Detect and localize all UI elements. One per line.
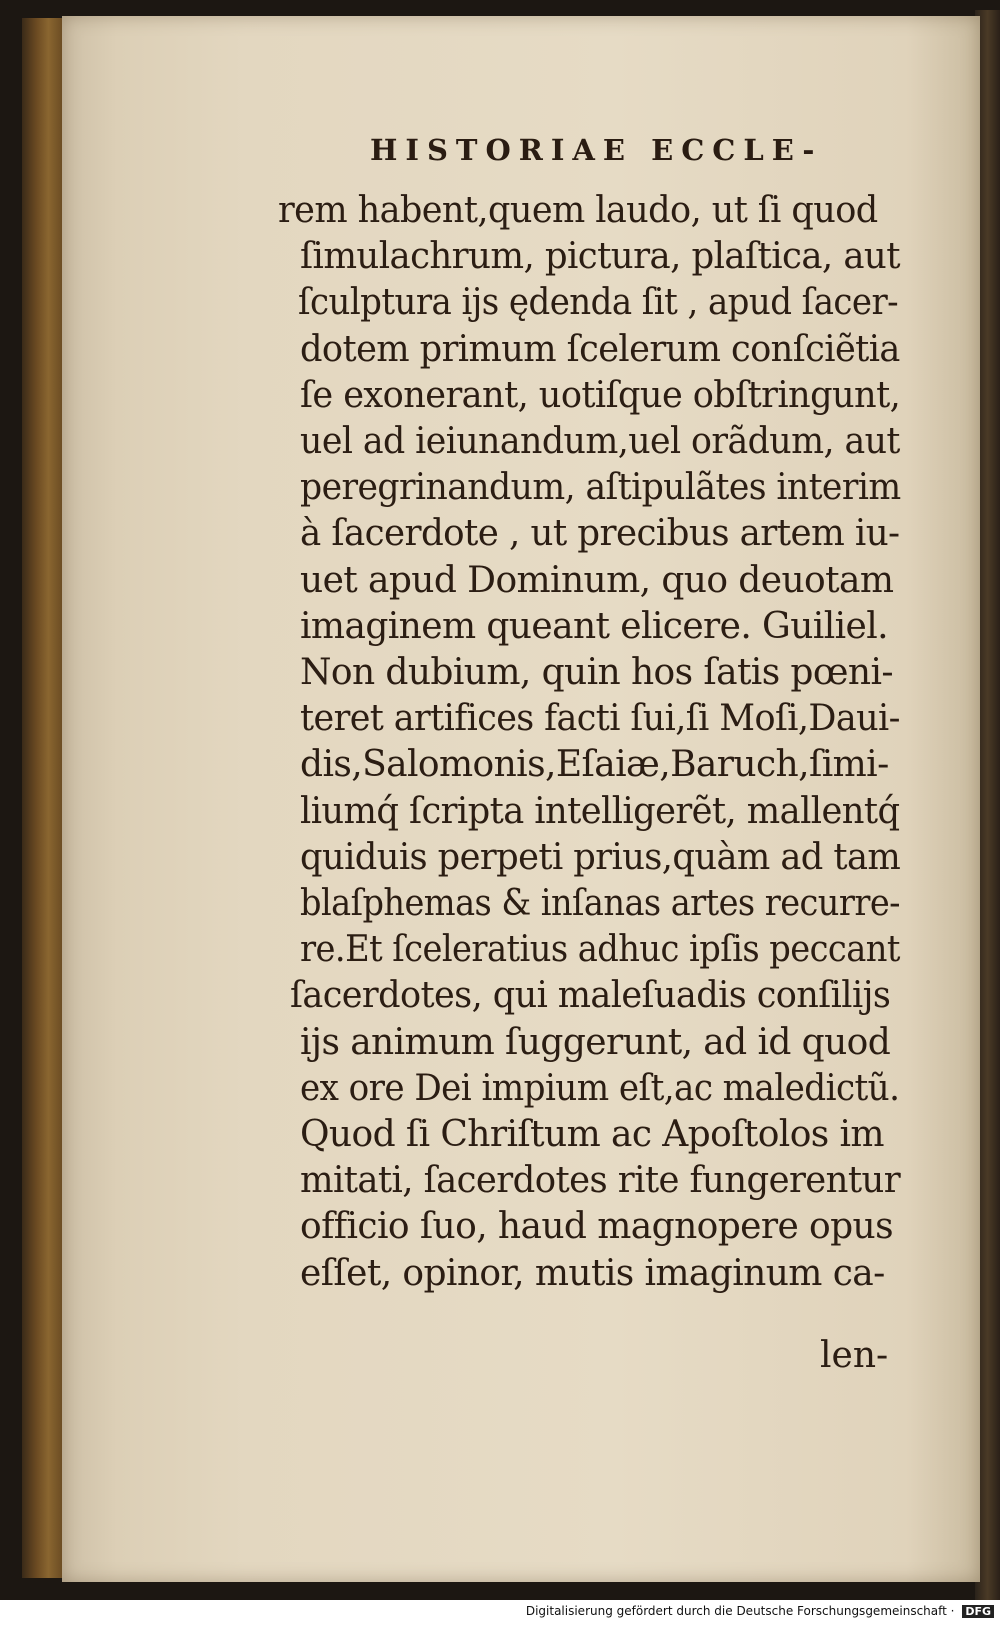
text-line: ſimulachrum, pictura, plaſtica, aut	[300, 236, 900, 278]
text-line: Non dubium, quin hos ſatis pœni-	[300, 652, 893, 693]
text-line: uet apud Dominum, quo deuotam	[300, 559, 894, 601]
text-line: teret artifices facti ſui,ſi Moſi,Daui-	[300, 698, 900, 740]
text-line: dis,Salomonis,Eſaiæ,Baruch,ſimi-	[300, 744, 889, 786]
running-head: HISTORIAE ECCLE-	[370, 133, 823, 167]
dfg-logo-icon: DFG	[962, 1605, 994, 1618]
text-line: liumq́ ſcripta intelligerẽt, mallentq́	[300, 790, 900, 832]
text-line: ſe exonerant, uotiſque obſtringunt,	[300, 374, 901, 416]
text-line: ſculptura ijs ędenda ſit , apud ſacer-	[298, 282, 899, 324]
text-line: re.Et ſceleratius adhuc ipſis peccant	[300, 929, 900, 971]
text-line: peregrinandum, aſtipulãtes interim	[300, 467, 901, 509]
text-line: ijs animum ſuggerunt, ad id quod	[300, 1021, 891, 1063]
text-line: ſacerdotes, qui maleſuadis conſilijs	[290, 975, 891, 1017]
footer-credit-text: Digitalisierung gefördert durch die Deutsche Forschungsgemeinschaft ·	[525, 1604, 955, 1618]
text-line: imaginem queant elicere. Guiliel.	[300, 605, 888, 647]
footer-credit	[0, 1604, 994, 1618]
text-line: uel ad ieiunandum,uel orãdum, aut	[300, 421, 900, 462]
text-line: mitati, ſacerdotes rite fungerentur	[300, 1160, 901, 1202]
catchword: len-	[820, 1335, 889, 1376]
text-line: ex ore Dei impium eſt,ac maledictũ.	[300, 1067, 900, 1109]
text-line: blaſphemas & inſanas artes recurre-	[300, 883, 900, 924]
text-line: dotem primum ſcelerum conſciẽtia	[300, 328, 900, 370]
text-line: quiduis perpeti prius,quàm ad tam	[300, 836, 901, 878]
text-line: Quod ſi Chriſtum ac Apoſtolos im	[300, 1114, 884, 1155]
text-line: à ſacerdote , ut precibus artem iu-	[300, 513, 900, 555]
text-line: eſſet, opinor, mutis imaginum ca-	[300, 1252, 885, 1294]
text-line: officio ſuo, haud magnopere opus	[300, 1206, 894, 1248]
text-line: rem habent,quem laudo, ut ſi quod	[278, 190, 878, 231]
